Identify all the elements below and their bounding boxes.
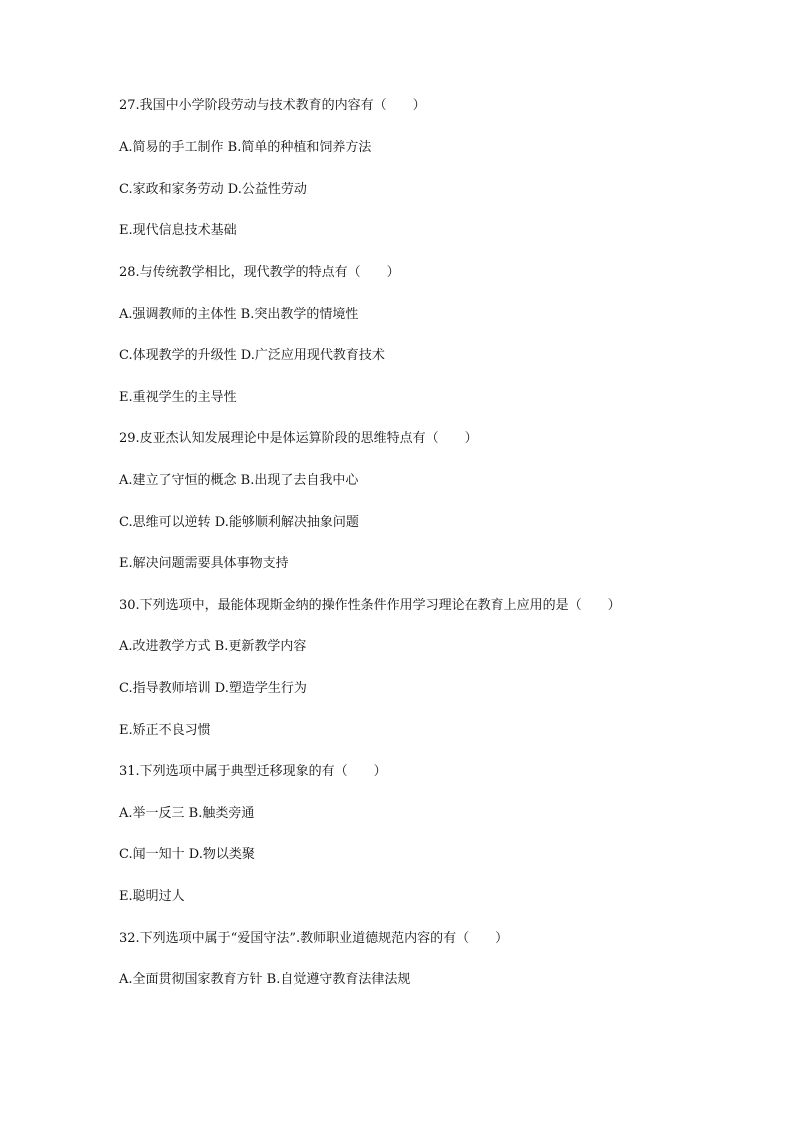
question-32-option-ab: A.全面贯彻国家教育方针 B.自觉遵守教育法律法规 — [119, 972, 411, 987]
question-29-option-e: E.解决问题需要具体事物支持 — [119, 556, 289, 571]
question-32-stem: 32.下列选项中属于“爱国守法”.教师职业道德规范内容的有（ ） — [119, 931, 509, 946]
question-27-option-cd: C.家政和家务劳动 D.公益性劳动 — [119, 182, 307, 197]
question-27-stem: 27.我国中小学阶段劳动与技术教育的内容有（ ） — [119, 98, 426, 113]
question-30-option-cd: C.指导教师培训 D.塑造学生行为 — [119, 681, 307, 696]
question-29-option-ab: A.建立了守恒的概念 B.出现了去自我中心 — [119, 473, 359, 488]
question-28-option-cd: C.体现教学的升级性 D.广泛应用现代教育技术 — [119, 348, 385, 363]
question-30-option-ab: A.改进教学方式 B.更新教学内容 — [119, 639, 307, 654]
question-30-option-e: E.矫正不良习惯 — [119, 723, 211, 738]
question-27-option-ab: A.简易的手工制作 B.简单的种植和饲养方法 — [119, 140, 372, 155]
question-31-stem: 31.下列选项中属于典型迁移现象的有（ ） — [119, 764, 387, 779]
question-31-option-cd: C.闻一知十 D.物以类聚 — [119, 847, 255, 862]
question-29-stem: 29.皮亚杰认知发展理论中是体运算阶段的思维特点有（ ） — [119, 431, 478, 446]
question-30-stem: 30.下列选项中，最能体现斯金纳的操作性条件作用学习理论在教育上应用的是（ ） — [119, 598, 621, 613]
question-28-stem: 28.与传统教学相比，现代教学的特点有（ ） — [119, 265, 400, 280]
question-28-option-e: E.重视学生的主导性 — [119, 390, 237, 405]
question-31-option-ab: A.举一反三 B.触类旁通 — [119, 806, 255, 821]
question-29-option-cd: C.思维可以逆转 D.能够顺利解决抽象问题 — [119, 515, 359, 530]
question-27-option-e: E.现代信息技术基础 — [119, 223, 237, 238]
question-28-option-ab: A.强调教师的主体性 B.突出教学的情境性 — [119, 307, 359, 322]
question-31-option-e: E.聪明过人 — [119, 889, 185, 904]
